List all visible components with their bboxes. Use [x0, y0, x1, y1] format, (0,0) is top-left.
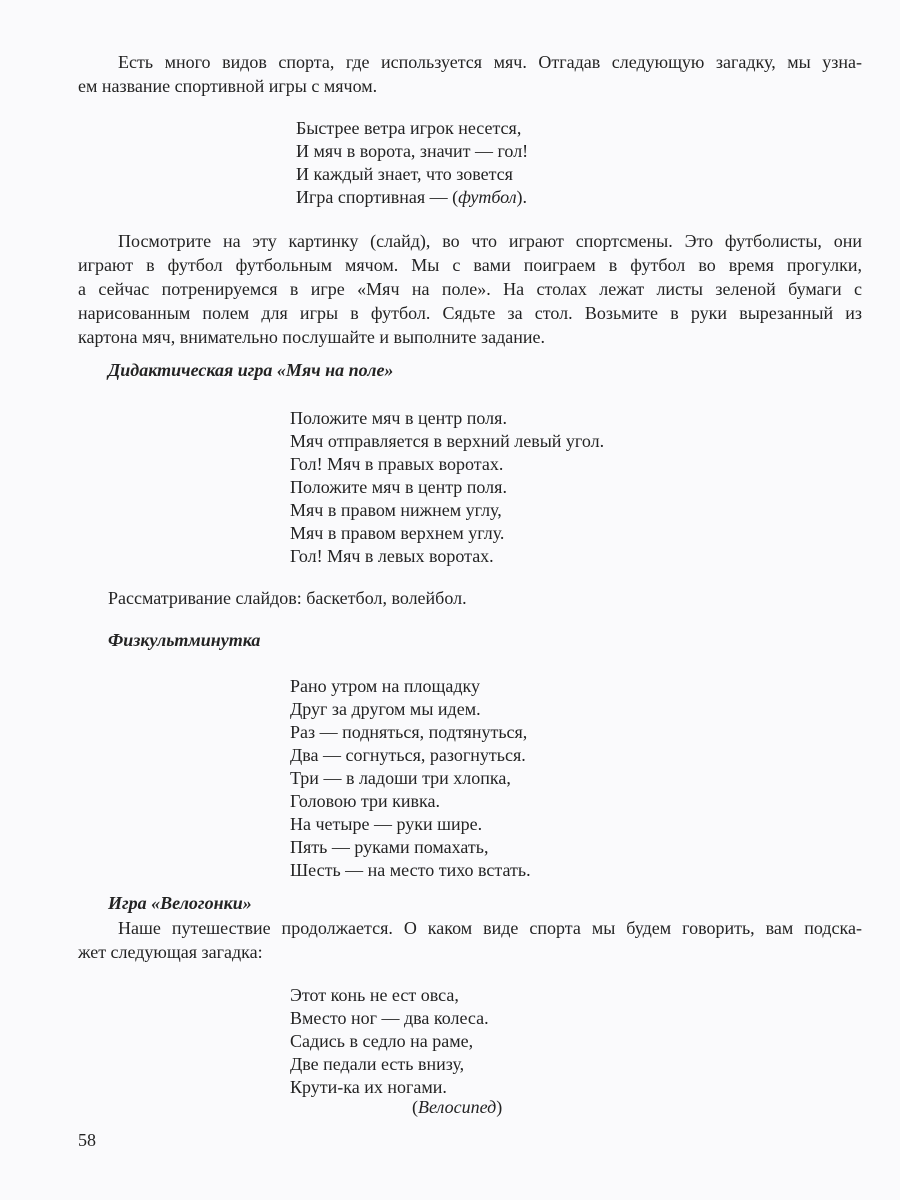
paragraph-line: играют в футбол футбольным мячом. Мы с вами поиграем в футбол во время прогулки, [78, 255, 862, 275]
paragraph-line: а сейчас потренируемся в игре «Мяч на поле». На столах лежат листы зеленой бумаги с [78, 279, 862, 299]
poem-line: Мяч в правом верхнем углу. [290, 523, 505, 543]
poem-line: Шесть — на место тихо встать. [290, 860, 531, 880]
poem-line: И мяч в ворота, значит — гол! [296, 141, 529, 161]
didactic-game-title: Дидактическая игра «Мяч на поле» [108, 360, 394, 380]
poem-line: Пять — руками помахать, [290, 837, 489, 857]
poem-line: На четыре — руки шире. [290, 814, 483, 834]
poem-line: Быстрее ветра игрок несется, [296, 118, 522, 138]
poem-line-text: Игра спортивная — ( [296, 187, 459, 207]
riddle-bicycle [290, 984, 489, 1099]
poem-line: Два — согнуться, разогнуться. [290, 745, 526, 765]
physical-minute-title: Физкультминутка [108, 630, 261, 650]
poem-line: Положите мяч в центр поля. [290, 477, 507, 497]
poem-line: Вместо ног — два колеса. [290, 1008, 489, 1028]
poem-line: Друг за другом мы идем. [290, 699, 481, 719]
riddle-bicycle-answer: (Велосипед) [412, 1097, 503, 1117]
poem-line: Гол! Мяч в левых воротах. [290, 546, 494, 566]
intro-paragraph [78, 50, 862, 98]
bike-race-paragraph [78, 916, 862, 964]
poem-line: Головою три кивка. [290, 791, 440, 811]
poem-line: Садись в седло на раме, [290, 1031, 474, 1051]
riddle-answer: футбол [458, 187, 517, 207]
page-number: 58 [78, 1130, 96, 1150]
poem-line: Крути-ка их ногами. [290, 1077, 447, 1097]
paragraph-line: картона мяч, внимательно послушайте и выполните задание. [78, 327, 546, 347]
riddle-football [296, 117, 528, 209]
slides-review: Рассматривание слайдов: баскетбол, волейбол. [108, 588, 467, 608]
slide-paragraph [78, 229, 862, 349]
bike-race-title: Игра «Велогонки» [108, 893, 252, 913]
poem-line: Мяч в правом нижнем углу, [290, 500, 502, 520]
paragraph-line: нарисованным полем для игры в футбол. Сядьте за стол. Возьмите в руки вырезанный из [78, 303, 862, 323]
poem-line: Рано утром на площадку [290, 676, 481, 696]
poem-line: Раз — подняться, подтянуться, [290, 722, 528, 742]
paragraph-line: ем название спортивной игры с мячом. [78, 76, 378, 96]
paragraph-line: Есть много видов спорта, где используется мяч. Отгадав следующую загадку, мы узна- [118, 52, 862, 72]
poem-line: Три — в ладоши три хлопка, [290, 768, 511, 788]
poem-line: Две педали есть внизу, [290, 1054, 465, 1074]
riddle-answer: Велосипед [418, 1097, 497, 1117]
paragraph-line: Наше путешествие продолжается. О каком виде спорта мы будем говорить, вам подска- [118, 918, 862, 938]
poem-line-tail: ). [516, 187, 528, 207]
didactic-game-poem [290, 407, 604, 568]
poem-line: Мяч отправляется в верхний левый угол. [290, 431, 605, 451]
poem-line: Положите мяч в центр поля. [290, 408, 507, 428]
physical-minute-poem [290, 675, 531, 882]
poem-line: Этот конь не ест овса, [290, 985, 459, 1005]
paragraph-line: жет следующая загадка: [78, 942, 263, 962]
poem-line: Гол! Мяч в правых воротах. [290, 454, 504, 474]
poem-line [296, 186, 528, 209]
paragraph-line: Посмотрите на эту картинку (слайд), во что играют спортсмены. Это футболисты, они [118, 231, 862, 251]
poem-line: И каждый знает, что зовется [296, 164, 513, 184]
